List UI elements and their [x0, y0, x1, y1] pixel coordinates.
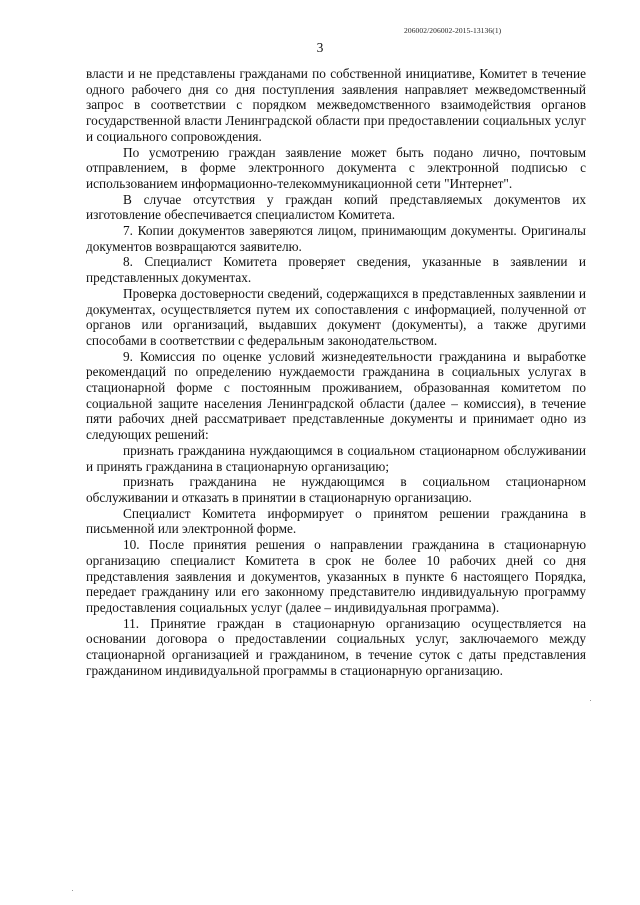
paragraph-submission-methods: По усмотрению граждан заявление может быть подано лично, почтовым отправлением, в форме электронного документа с электронной подписью с использованием информационно-телекоммуникационной сети "Интернет".	[86, 144, 586, 191]
paragraph-decision-accept: признать гражданина нуждающимся в социальном стационарном обслуживании и принять гражданина в стационарную организацию;	[86, 442, 586, 474]
paragraph-item-8: 8. Специалист Комитета проверяет сведения, указанные в заявлении и представленных документах.	[86, 254, 586, 286]
paragraph-item-7: 7. Копии документов заверяются лицом, принимающим документы. Оригиналы документов возвращаются заявителю.	[86, 223, 586, 254]
paragraph-copies-absence: В случае отсутствия у граждан копий представляемых документов их изготовление обеспечивается специалистом Комитета.	[86, 191, 586, 223]
paragraph-notification: Специалист Комитета информирует о принятом решении гражданина в письменной или электронной форме.	[86, 505, 586, 537]
paragraph-verification: Проверка достоверности сведений, содержащихся в представленных заявлении и документах, осуществляется путем их сопоставления с информацией, полученной от органов или организаций, выдавших документ (документы), а также другими способами в соответствии с федеральным законодательством.	[86, 285, 586, 348]
document-id: 206002/206002-2015-13136(1)	[404, 26, 502, 35]
paragraph-decision-refuse: признать гражданина не нуждающимся в социальном стационарном обслуживании и отказать в принятии в стационарную организацию.	[86, 474, 586, 505]
scan-speck	[590, 700, 591, 701]
paragraph-continuation: власти и не представлены гражданами по собственной инициативе, Комитет в течение одного рабочего дня со дня поступления заявления направляет межведомственный запрос в соответствии с порядком межведомственного взаимодействия органов государственной власти Ленинградской области при предоставлении социальных услуг и социального сопровождения.	[86, 66, 586, 144]
page-number: 3	[316, 40, 324, 55]
scan-speck	[72, 890, 73, 891]
paragraph-item-10: 10. После принятия решения о направлении гражданина в стационарную организацию специалист Комитета в срок не более 10 рабочих дней со дня представления заявления и документов, указанных в пункте 6 настоящего Порядка, передает гражданину или его законному представителю индивидуальную программу предоставления социальных услуг (далее – индивидуальная программа).	[86, 537, 586, 615]
document-body	[86, 66, 586, 678]
paragraph-item-11: 11. Принятие граждан в стационарную организацию осуществляется на основании договора о предоставлении социальных услуг, заключаемого между стационарной организацией и гражданином, в течение суток с даты представления гражданином индивидуальной программы в стационарную организацию.	[86, 615, 586, 678]
paragraph-item-9: 9. Комиссия по оценке условий жизнедеятельности гражданина и выработке рекомендаций по определению нуждаемости гражданина в социальных услугах в стационарной форме с постоянным проживанием, образованная комитетом по социальной защите населения Ленинградской области (далее – комиссия), в течение пяти рабочих дней рассматривает представленные документы и принимает одно из следующих решений:	[86, 348, 586, 443]
